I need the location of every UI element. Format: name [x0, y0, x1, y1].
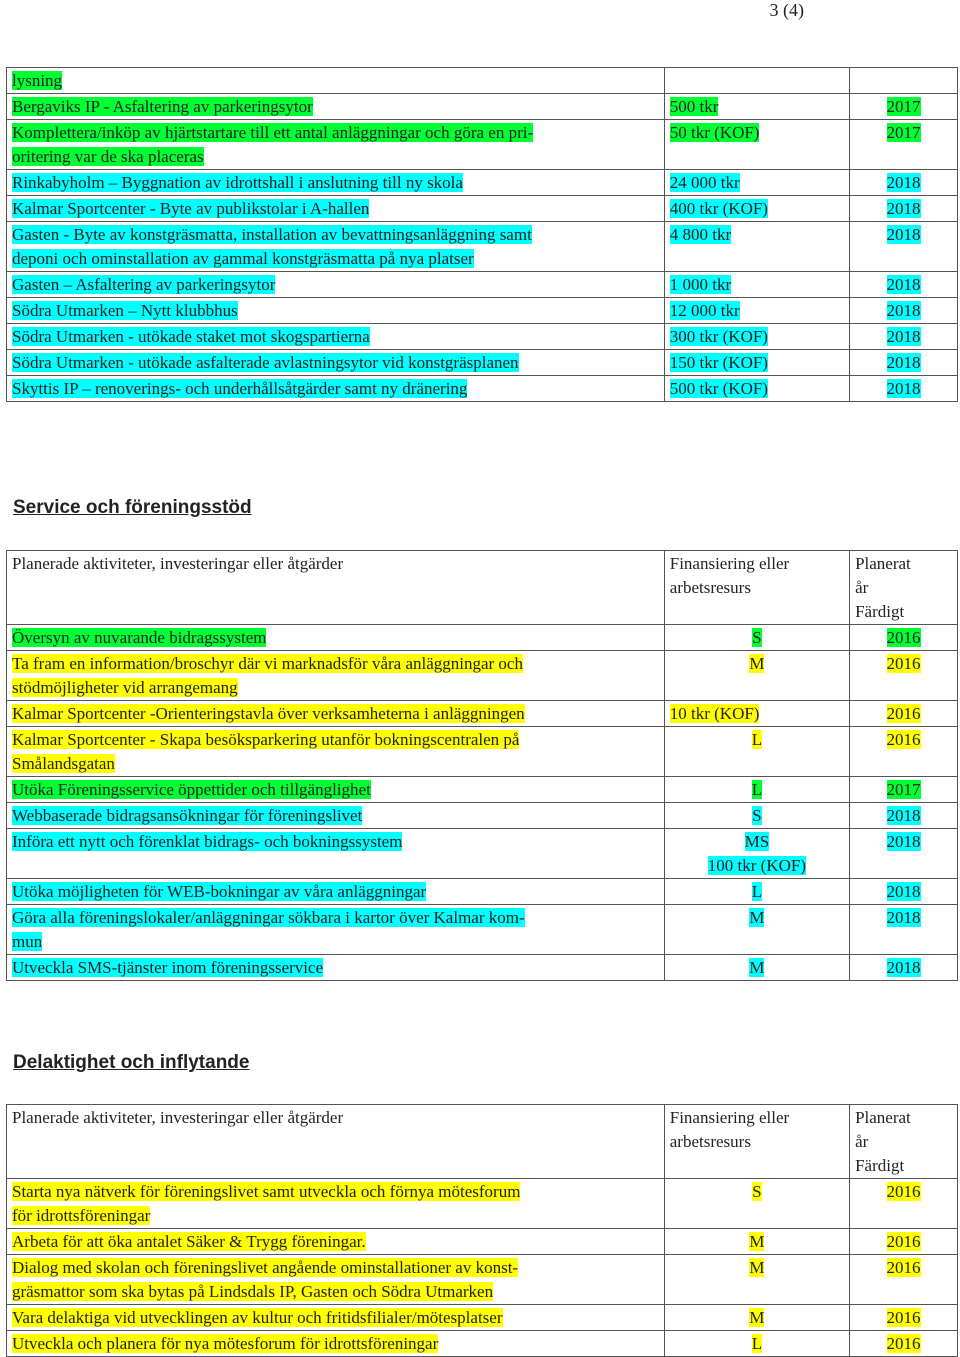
row-activity: Kalmar Sportcenter - Skapa besöksparkering utanför bokningscentralen på — [12, 730, 520, 749]
table-row — [7, 1331, 958, 1357]
participation-table — [6, 1104, 958, 1357]
row-year: 2018 — [886, 353, 921, 372]
table-row — [7, 94, 958, 120]
row-activity-cont: mun — [12, 932, 43, 951]
header-funding: Finansiering eller — [669, 1108, 790, 1127]
row-funding: M — [749, 1232, 765, 1251]
row-funding: 500 tkr (KOF) — [669, 379, 768, 398]
header-year-cont: år — [855, 578, 869, 597]
row-year: 2016 — [886, 704, 921, 723]
table-row — [7, 68, 958, 94]
row-activity: Södra Utmarken - utökade staket mot skogspartierna — [12, 327, 370, 346]
table-row — [7, 1229, 958, 1255]
row-activity-cont: Smålandsgatan — [12, 754, 115, 773]
section-title-participation: Delaktighet och inflytande — [13, 1052, 250, 1073]
header-year: Planerat — [855, 1108, 911, 1127]
row-activity: Gasten – Asfaltering av parkeringsytor — [12, 275, 276, 294]
row-activity: Webbaserade bidragsansökningar för föreningslivet — [12, 806, 363, 825]
table-row — [7, 1255, 958, 1305]
row-activity: Södra Utmarken – Nytt klubbhus — [12, 301, 238, 320]
page-number: 3 (4) — [769, 0, 804, 20]
row-year: 2016 — [886, 1334, 921, 1353]
row-year: 2016 — [886, 1308, 921, 1327]
row-year: 2016 — [886, 654, 921, 673]
header-funding-cont: arbetsresurs — [669, 1132, 751, 1151]
table-row — [7, 350, 958, 376]
header-year: Planerat — [855, 554, 911, 573]
row-year: 2016 — [886, 730, 921, 749]
table-row — [7, 170, 958, 196]
row-funding: S — [752, 806, 762, 825]
row-year: 2017 — [886, 97, 921, 116]
row-year: 2018 — [886, 327, 921, 346]
row-funding: M — [749, 1258, 765, 1277]
header-done: Färdigt — [855, 1156, 905, 1175]
row-funding: S — [752, 1182, 762, 1201]
row-activity: Göra alla föreningslokaler/anläggningar sökbara i kartor över Kalmar kom- — [12, 908, 525, 927]
row-funding: 300 tkr (KOF) — [669, 327, 768, 346]
table-row — [7, 324, 958, 350]
row-year: 2017 — [886, 123, 921, 142]
row-year: 2016 — [886, 1232, 921, 1251]
row-year: 2018 — [886, 301, 921, 320]
row-funding: 10 tkr (KOF) — [669, 704, 760, 723]
row-year: 2018 — [886, 379, 921, 398]
header-funding-cont: arbetsresurs — [669, 578, 751, 597]
row-year: 2018 — [886, 958, 921, 977]
row-year: 2017 — [886, 780, 921, 799]
row-funding: M — [749, 1308, 765, 1327]
row-funding: L — [751, 780, 763, 799]
table-row — [7, 625, 958, 651]
row-activity: Rinkabyholm – Byggnation av idrottshall i anslutning till ny skola — [12, 173, 463, 192]
row-year: 2018 — [886, 832, 921, 851]
row-activity: Utveckla och planera för nya mötesforum för idrottsföreningar — [12, 1334, 439, 1353]
row-activity: Vara delaktiga vid utvecklingen av kultur och fritidsfilialer/mötesplatser — [12, 1308, 503, 1327]
table-row — [7, 222, 958, 272]
table-row — [7, 955, 958, 981]
row-activity: Utöka Föreningsservice öppettider och tillgänglighet — [12, 780, 371, 799]
row-funding: M — [749, 908, 765, 927]
row-funding: L — [751, 730, 763, 749]
header-done: Färdigt — [855, 602, 905, 621]
row-year: 2016 — [886, 1258, 921, 1277]
row-activity: Starta nya nätverk för föreningslivet samt utveckla och förnya mötesforum — [12, 1182, 521, 1201]
row-activity-cont: för idrottsföreningar — [12, 1206, 151, 1225]
service-table — [6, 550, 958, 981]
row-funding: 4 800 tkr — [669, 225, 732, 244]
header-activity: Planerade aktiviteter, investeringar eller åtgärder — [12, 554, 344, 573]
row-funding: L — [751, 1334, 763, 1353]
row-activity-cont: deponi och ominstallation av gammal konstgräsmatta på nya platser — [12, 249, 474, 268]
row-year: 2018 — [886, 882, 921, 901]
row-year: 2018 — [886, 225, 921, 244]
row-year: 2018 — [886, 199, 921, 218]
row-year: 2018 — [886, 806, 921, 825]
row-activity: Komplettera/inköp av hjärtstartare till ett antal anläggningar och göra en pri- — [12, 123, 534, 142]
table-row — [7, 298, 958, 324]
table-row — [7, 727, 958, 777]
row-activity: Bergaviks IP - Asfaltering av parkeringsytor — [12, 97, 313, 116]
table-row — [7, 905, 958, 955]
table-row — [7, 1179, 958, 1229]
row-activity: Arbeta för att öka antalet Säker & Trygg föreningar. — [12, 1232, 366, 1251]
table-row — [7, 879, 958, 905]
table-row — [7, 120, 958, 170]
section-title-service: Service och föreningsstöd — [13, 497, 252, 518]
table-row — [7, 651, 958, 701]
row-funding: S — [752, 628, 762, 647]
table-row — [7, 272, 958, 298]
row-activity: Utöka möjligheten för WEB-bokningar av våra anläggningar — [12, 882, 427, 901]
row-activity: Södra Utmarken - utökade asfalterade avlastningsytor vid konstgräsplanen — [12, 353, 519, 372]
row-year: 2016 — [886, 628, 921, 647]
table-row — [7, 701, 958, 727]
row-year: 2018 — [886, 173, 921, 192]
table-row — [7, 829, 958, 879]
row-funding: MS — [744, 832, 770, 851]
row-activity: Ta fram en information/broschyr där vi marknadsför våra anläggningar och — [12, 654, 523, 673]
row-activity: lysning — [12, 71, 63, 90]
table-header-row — [7, 1105, 958, 1179]
row-activity-cont: stödmöjligheter vid arrangemang — [12, 678, 238, 697]
row-funding: L — [751, 882, 763, 901]
row-funding-cont: 100 tkr (KOF) — [707, 856, 807, 875]
table-row — [7, 803, 958, 829]
row-funding: 50 tkr (KOF) — [669, 123, 760, 142]
table-header-row — [7, 551, 958, 625]
table-row — [7, 1305, 958, 1331]
row-funding: 500 tkr — [669, 97, 719, 116]
row-funding: 24 000 tkr — [669, 173, 740, 192]
row-activity-cont: oritering var de ska placeras — [12, 147, 204, 166]
row-activity: Kalmar Sportcenter - Byte av publikstolar i A-hallen — [12, 199, 370, 218]
header-funding: Finansiering eller — [669, 554, 790, 573]
row-activity: Dialog med skolan och föreningslivet angående ominstallationer av konst- — [12, 1258, 519, 1277]
row-year: 2018 — [886, 908, 921, 927]
row-year: 2016 — [886, 1182, 921, 1201]
row-funding: 12 000 tkr — [669, 301, 740, 320]
header-activity: Planerade aktiviteter, investeringar eller åtgärder — [12, 1108, 344, 1127]
row-activity-cont: gräsmattor som ska bytas på Lindsdals IP, Gasten och Södra Utmarken — [12, 1282, 494, 1301]
row-year: 2018 — [886, 275, 921, 294]
row-activity: Kalmar Sportcenter -Orienteringstavla över verksamheterna i anläggningen — [12, 704, 525, 723]
table-row — [7, 777, 958, 803]
row-funding: 1 000 tkr — [669, 275, 732, 294]
row-funding: M — [749, 654, 765, 673]
row-activity: Införa ett nytt och förenklat bidrags- och bokningssystem — [12, 832, 403, 851]
table-row — [7, 196, 958, 222]
row-activity: Översyn av nuvarande bidragssystem — [12, 628, 267, 647]
row-activity: Utveckla SMS-tjänster inom föreningsservice — [12, 958, 324, 977]
table-row — [7, 376, 958, 402]
row-activity: Gasten - Byte av konstgräsmatta, installation av bevattningsanläggning samt — [12, 225, 532, 244]
facilities-investment-table — [6, 67, 958, 402]
row-funding: 400 tkr (KOF) — [669, 199, 768, 218]
row-activity: Skyttis IP – renoverings- och underhållsåtgärder samt ny dränering — [12, 379, 468, 398]
row-funding: M — [749, 958, 765, 977]
header-year-cont: år — [855, 1132, 869, 1151]
row-funding: 150 tkr (KOF) — [669, 353, 768, 372]
